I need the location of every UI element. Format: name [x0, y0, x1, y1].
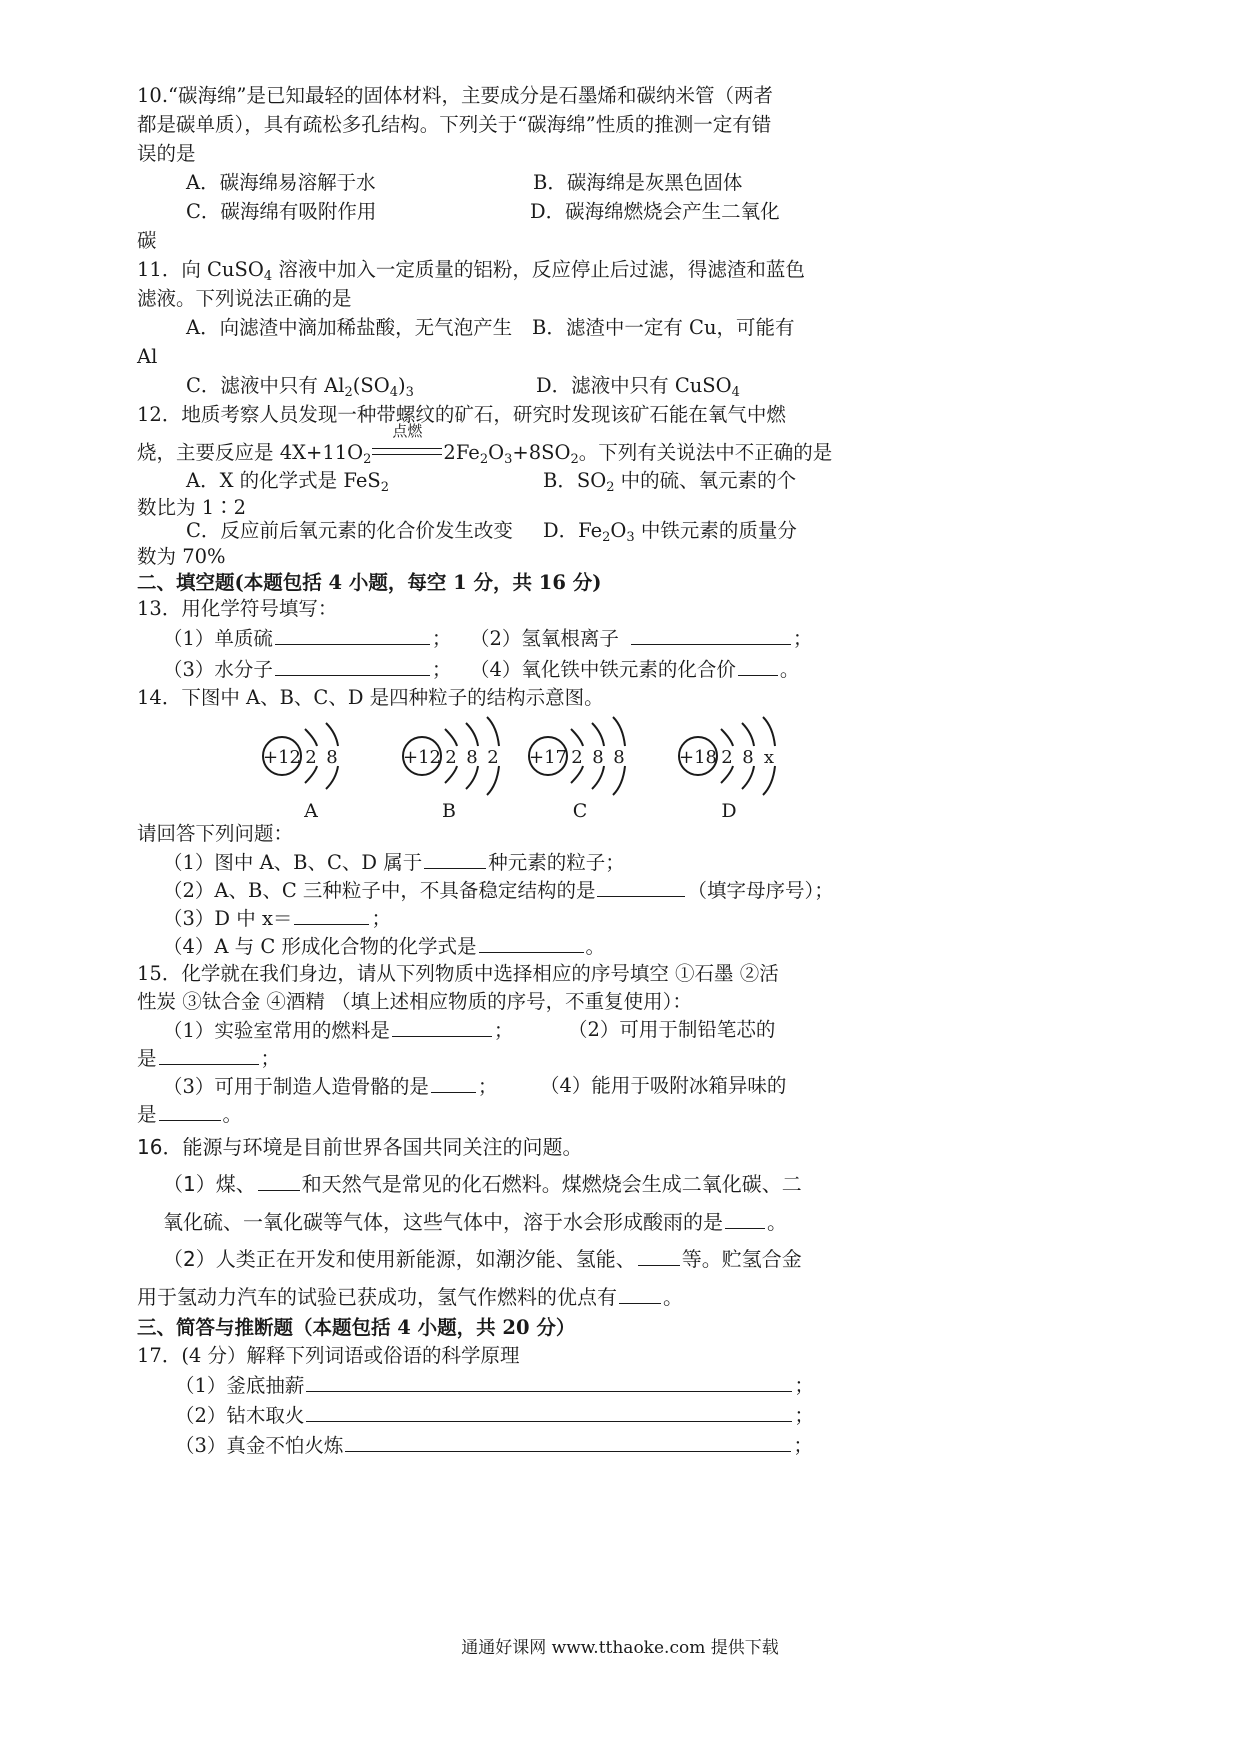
electron-shell-arc — [466, 766, 478, 789]
q15-line-2: 性炭 ③钛合金 ④酒精 （填上述相应物质的序号，不重复使用）： — [137, 990, 692, 1013]
section-2-title: 二、填空题(本题包括 4 小题，每空 1 分，共 16 分) — [137, 571, 602, 594]
q14-sub-3: （3）D 中 x＝ ； — [163, 907, 391, 930]
q15-line-1: 15．化学就在我们身边，请从下列物质中选择相应的序号填空 ①石墨 ②活 — [137, 962, 779, 985]
electron-shell-arc — [721, 729, 733, 746]
atom-a-label: A — [304, 800, 318, 822]
q17-stem: 17．(4 分）解释下列词语或俗语的科学原理 — [137, 1344, 520, 1367]
section-3-title: 三、简答与推断题（本题包括 4 小题，共 20 分） — [137, 1316, 576, 1339]
q14-stem: 14．下图中 A、B、C、D 是四种粒子的结构示意图。 — [137, 686, 604, 709]
q15-item-4: （4）能用于吸附冰箱异味的 — [540, 1074, 787, 1097]
answer-blank[interactable] — [306, 1403, 792, 1422]
answer-blank[interactable] — [258, 1172, 300, 1191]
q10-option-b: B．碳海绵是灰黑色固体 — [533, 171, 743, 194]
electron-shell-arc — [742, 723, 754, 746]
electron-shell-arc — [487, 766, 499, 795]
electron-shell-arc — [305, 766, 317, 783]
electron-shell-arc — [613, 717, 625, 746]
q17-item-1: （1）釜底抽薪 ； — [175, 1374, 814, 1397]
q10-line-2: 都是碳单质），具有疏松多孔结构。下列关于“碳海绵”性质的推测一定有错 — [137, 113, 772, 136]
answer-blank[interactable] — [738, 657, 778, 676]
q13-item-4: （4）氧化铁中铁元素的化合价 。 — [470, 658, 800, 681]
q11-option-b-wrap: Al — [137, 345, 158, 368]
q11-line-1: 11．向 CuSO$_4$ 溶液中加入一定质量的铝粉，反应停止后过滤，得滤渣和蓝色 — [137, 258, 805, 284]
q13-item-1: （1）单质硫 ； — [163, 627, 452, 650]
nucleus-charge: +12 — [403, 747, 441, 768]
shell-electron-count: 8 — [742, 747, 754, 768]
answer-blank[interactable] — [306, 1373, 792, 1392]
atom-b-label: B — [442, 800, 456, 822]
electron-shell-arc — [326, 766, 338, 789]
shell-electron-count: 2 — [487, 747, 499, 768]
q11-line-2: 滤液。下列说法正确的是 — [137, 287, 352, 310]
q12-option-c: C．反应前后氧元素的化合价发生改变 — [186, 519, 513, 542]
q16-stem: 16．能源与环境是目前世界各国共同关注的问题。 — [137, 1135, 583, 1159]
nucleus-charge: +18 — [679, 747, 717, 768]
electron-shell-arc — [305, 729, 317, 746]
answer-blank[interactable] — [345, 1433, 791, 1452]
electron-shell-arc — [445, 766, 457, 783]
electron-shell-arc — [487, 717, 499, 746]
atom-c-label: C — [572, 800, 588, 822]
shell-electron-count: 8 — [466, 747, 478, 768]
answer-blank[interactable] — [725, 1210, 765, 1229]
answer-blank[interactable] — [275, 657, 430, 676]
q11-option-b: B．滤渣中一定有 Cu，可能有 — [532, 316, 795, 339]
q10-line-1: 10.“碳海绵”是已知最轻的固体材料，主要成分是石墨烯和碳纳米管（两者 — [137, 84, 773, 107]
q11-option-a: A．向滤渣中滴加稀盐酸，无气泡产生 — [186, 316, 513, 339]
q14-sub-4: （4）A 与 C 形成化合物的化学式是 。 — [163, 935, 606, 958]
electron-shell-arc — [763, 766, 775, 795]
shell-electron-count: 2 — [721, 747, 733, 768]
electron-shell-arc — [592, 766, 604, 789]
q15-item-2-wrap: 是 ； — [137, 1047, 281, 1070]
q10-option-a: A．碳海绵易溶解于水 — [186, 171, 376, 194]
q10-option-d: D．碳海绵燃烧会产生二氧化 — [530, 200, 780, 223]
q16-part-1-wrap: 氧化硫、一氧化碳等气体，这些气体中，溶于水会形成酸雨的是 。 — [163, 1210, 787, 1234]
electron-shell-arc — [571, 729, 583, 746]
shell-electron-count: 2 — [445, 747, 457, 768]
q17-item-3: （3）真金不怕火炼 ； — [175, 1434, 813, 1457]
q11-option-d: D．滤液中只有 CuSO$_4$ — [536, 374, 740, 400]
q15-item-3: （3）可用于制造人造骨骼的是 ； — [163, 1075, 498, 1098]
reaction-condition: 点燃 — [371, 441, 443, 465]
electron-shell-arc — [721, 766, 733, 783]
electron-shell-arc — [326, 723, 338, 746]
q16-part-2-wrap: 用于氢动力汽车的试验已获成功，氢气作燃料的优点有 。 — [137, 1285, 683, 1309]
shell-electron-count: 2 — [571, 747, 583, 768]
electron-shell-arc — [613, 766, 625, 795]
q10-option-c: C．碳海绵有吸附作用 — [186, 200, 377, 223]
answer-blank[interactable] — [479, 934, 584, 953]
q14-ask: 请回答下列问题： — [137, 822, 294, 845]
q15-item-4-wrap: 是 。 — [137, 1103, 243, 1126]
q12-option-d: D．$Fe_2O_3$ 中铁元素的质量分 — [543, 519, 797, 545]
answer-blank[interactable] — [294, 906, 369, 925]
answer-blank[interactable] — [597, 878, 685, 897]
nucleus-charge: +12 — [263, 747, 301, 768]
shell-electron-count: x — [763, 747, 775, 768]
shell-electron-count: 2 — [305, 747, 317, 768]
q14-sub-1: （1）图中 A、B、C、D 属于 种元素的粒子； — [163, 851, 625, 874]
footer-source: 通通好课网 www.tthaoke.com 提供下载 — [461, 1638, 779, 1658]
q15-item-2: （2）可用于制铅笔芯的 — [568, 1018, 776, 1041]
shell-electron-count: 8 — [613, 747, 625, 768]
answer-blank[interactable] — [431, 1074, 476, 1093]
q11-option-c: C．滤液中只有 $Al_2(SO_4)_3$ — [186, 374, 414, 400]
shell-electron-count: 8 — [326, 747, 338, 768]
q12-line-1: 12．地质考察人员发现一种带螺纹的矿石，研究时发现该矿石能在氧气中燃 — [137, 403, 786, 426]
q15-item-1: （1）实验室常用的燃料是 ； — [163, 1019, 514, 1042]
q17-item-2: （2）钻木取火 ； — [175, 1404, 814, 1427]
q16-part-2: （2）人类正在开发和使用新能源，如潮汐能、氢能、 等。贮氢合金 — [163, 1247, 802, 1271]
electron-shell-arc — [742, 766, 754, 789]
electron-shell-arc — [466, 723, 478, 746]
q13-item-3: （3）水分子 ； — [163, 658, 452, 681]
electron-shell-arc — [592, 723, 604, 746]
shell-electron-count: 8 — [592, 747, 604, 768]
answer-blank[interactable] — [424, 850, 486, 869]
answer-blank[interactable] — [638, 1247, 680, 1266]
q12-line-2: 烧，主要反应是 $4X+11O_2$ 点燃 $2Fe_2O_3+8SO_2$。下列有关说法中不正确的是 — [137, 422, 833, 467]
q10-option-d-wrap: 碳 — [137, 229, 157, 252]
q16-part-1: （1）煤、 和天然气是常见的化石燃料。煤燃烧会生成二氧化碳、二 — [163, 1172, 802, 1196]
answer-blank[interactable] — [159, 1046, 259, 1065]
answer-blank[interactable] — [392, 1018, 492, 1037]
q13-stem: 13．用化学符号填写： — [137, 597, 338, 620]
q12-option-b: B．$SO_2$ 中的硫、氧元素的个 — [543, 469, 797, 495]
q14-sub-2: （2）A、B、C 三种粒子中，不具备稳定结构的是 （填字母序号）； — [163, 879, 834, 902]
answer-blank[interactable] — [619, 1285, 661, 1304]
nucleus-charge: +17 — [529, 747, 567, 768]
electron-shell-arc — [445, 729, 457, 746]
q13-item-2: （2）氢氧根离子 ； — [470, 627, 813, 650]
answer-blank[interactable] — [275, 626, 430, 645]
answer-blank[interactable] — [159, 1102, 221, 1121]
electron-shell-arc — [763, 717, 775, 746]
particle-diagrams-svg — [260, 700, 860, 830]
particle-structure-diagrams — [260, 700, 860, 830]
electron-shell-arc — [571, 766, 583, 783]
answer-blank[interactable] — [631, 626, 791, 645]
q12-option-b-wrap: 数比为 1∶2 — [137, 496, 247, 519]
q12-option-d-wrap: 数为 70% — [137, 545, 226, 568]
q10-line-3: 误的是 — [137, 142, 196, 165]
atom-d-label: D — [721, 800, 737, 822]
q12-option-a: A．X 的化学式是 FeS$_2$ — [186, 469, 390, 495]
